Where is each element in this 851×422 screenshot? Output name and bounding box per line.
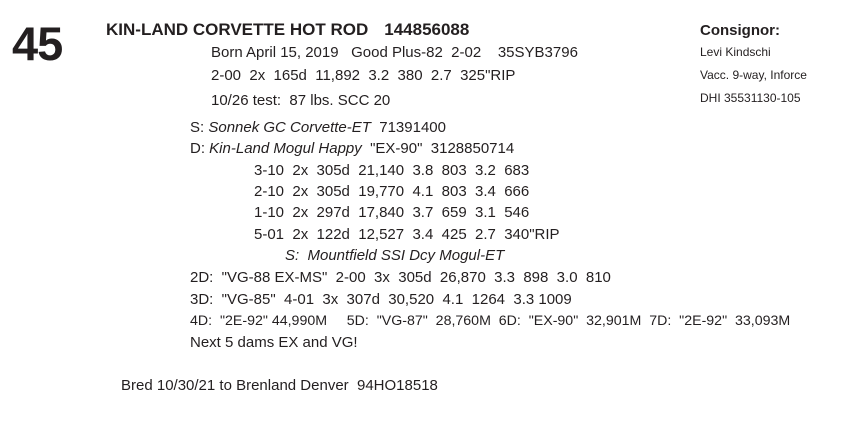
breeding-info: Bred 10/30/21 to Brenland Denver 94HO18518 <box>121 377 438 394</box>
dam-record: 3-10 2x 305d 21,140 3.8 803 3.2 683 <box>254 162 530 179</box>
production-record: 2-00 2x 165d 11,892 3.2 380 2.7 325"RIP <box>211 67 516 84</box>
dams-note: Next 5 dams EX and VG! <box>190 334 358 351</box>
dhi-number: DHI 35531130-105 <box>700 91 801 105</box>
dam-record: 5-01 2x 122d 12,527 3.4 425 2.7 340"RIP <box>254 226 560 243</box>
animal-name-line <box>106 20 469 40</box>
dam-line <box>190 138 514 159</box>
third-dam-line: 3D: "VG-85" 4-01 3x 307d 30,520 4.1 1264 3.3 1009 <box>190 291 572 308</box>
further-dams-line: 4D: "2E-92" 44,990M 5D: "VG-87" 28,760M 6D: "EX-90" 32,901M 7D: "2E-92" 33,093M <box>190 313 791 329</box>
consignor-name: Levi Kindschi <box>700 45 771 59</box>
test-result: 10/26 test: 87 lbs. SCC 20 <box>211 92 391 109</box>
sire-name: Sonnek GC Corvette-ET <box>208 119 371 136</box>
sire-reg: 71391400 <box>370 119 446 136</box>
vaccination-info: Vacc. 9-way, Inforce <box>700 68 807 82</box>
dam-name: Kin-Land Mogul Happy <box>209 140 362 157</box>
birth-classification: Born April 15, 2019 Good Plus-82 2-02 35SYB3796 <box>211 44 578 61</box>
dam-sire-line: S: Mountfield SSI Dcy Mogul-ET <box>285 247 505 264</box>
second-dam-line: 2D: "VG-88 EX-MS" 2-00 3x 305d 26,870 3.3 898 3.0 810 <box>190 269 611 286</box>
animal-name: KIN-LAND CORVETTE HOT ROD <box>106 20 369 39</box>
dam-prefix: D: <box>190 140 210 157</box>
consignor-heading: Consignor: <box>700 22 780 39</box>
dam-details: "EX-90" 3128850714 <box>361 140 515 157</box>
sire-line <box>190 117 446 138</box>
registration-number: 144856088 <box>384 20 470 39</box>
dam-record: 1-10 2x 297d 17,840 3.7 659 3.1 546 <box>254 204 530 221</box>
sire-prefix: S: <box>190 119 209 136</box>
lot-number: 45 <box>12 17 63 70</box>
dam-record: 2-10 2x 305d 19,770 4.1 803 3.4 666 <box>254 183 530 200</box>
